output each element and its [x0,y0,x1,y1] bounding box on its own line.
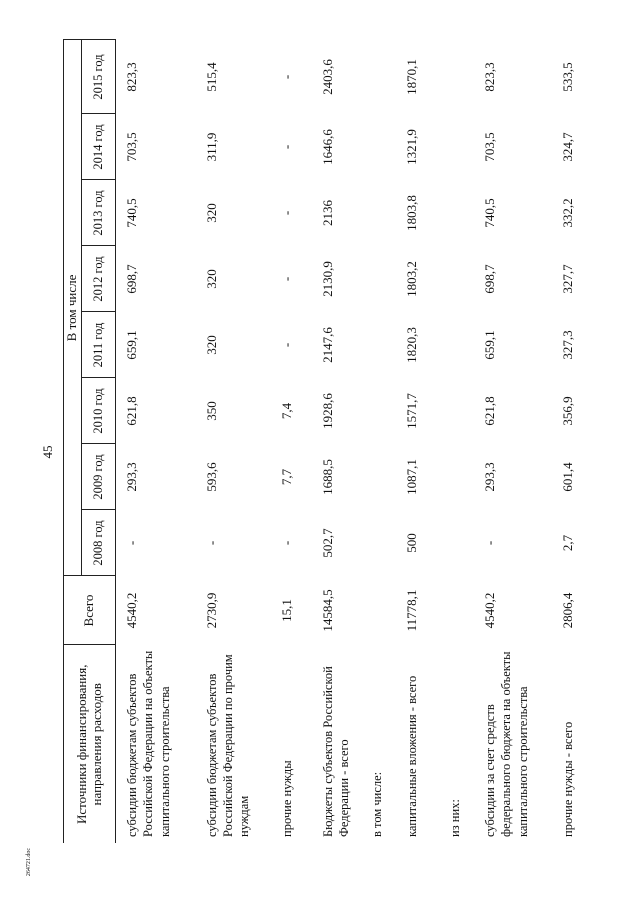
year-value-cell [361,40,397,114]
year-value-cell [439,312,475,378]
year-value-cell: 2130,9 [319,261,335,297]
header-source: Источники финансирования, направления расходов [64,645,116,843]
table-row [552,40,619,843]
year-value-cell [361,378,397,444]
row-label: прочие нужды - всего [561,721,576,837]
year-value-cell: - [279,74,295,80]
year-value-cell: 703,5 [124,132,139,162]
year-value-cell: 533,5 [560,62,576,92]
year-value-cell: 621,8 [482,396,498,426]
year-value-cell: 698,7 [124,264,139,294]
row-label: субсидии за счет средств федерального бюджета на объекты капитального строительства [483,651,530,837]
year-value-cell: 593,6 [203,462,219,492]
row-total: 11778,1 [404,589,420,632]
year-value-cell: 356,9 [560,396,576,426]
year-value-cell: 7,7 [279,468,295,486]
year-value-cell: 2403,6 [319,59,335,95]
row-label: субсидии бюджетам субъектов Российской Федерации на объекты капитального строительства [125,650,172,837]
table-row [439,40,475,843]
year-value-cell: 823,3 [124,62,139,92]
row-label: капитальные вложения - всего [405,675,420,837]
header-total: Всего [64,576,116,645]
year-value-cell: 740,5 [482,198,498,228]
header-year: 2014 год [82,114,116,180]
year-value-cell: 2147,6 [319,327,335,363]
year-value-cell: 327,3 [560,330,576,360]
header-year: 2008 год [82,510,116,576]
page-number: 45 [40,445,55,459]
row-label: из них: [447,799,462,837]
year-value-cell: 293,3 [482,462,498,492]
year-value-cell: 1928,6 [319,393,335,429]
row-total: 15,1 [279,599,295,622]
year-value-cell: - [203,540,219,546]
year-value-cell: - [279,276,295,282]
table-row [361,40,397,843]
year-value-cell: 1646,6 [319,129,335,165]
row-label: субсидии бюджетам субъектов Российской Федерации по прочим нуждам [204,654,252,837]
year-value-cell [361,180,397,246]
year-value-cell: 1870,1 [404,59,420,95]
header-including: В том числе [64,40,82,576]
year-value-cell: 515,4 [203,62,219,92]
year-value-cell: 1321,9 [404,129,420,165]
year-value-cell: 320 [203,335,219,355]
table-row [312,40,361,843]
year-value-cell: 1688,5 [319,459,335,495]
year-value-cell [361,510,397,576]
year-value-cell [361,246,397,312]
year-value-cell: - [482,540,498,546]
year-value-cell [439,114,475,180]
year-value-cell: 500 [404,533,420,553]
year-value-cell: 1820,3 [404,327,420,363]
row-label: в том числе: [369,771,384,837]
year-value-cell: 311,9 [203,132,219,162]
year-value-cell: 1803,2 [404,261,420,297]
year-value-cell [439,444,475,510]
year-value-cell [439,378,475,444]
table-row [116,40,196,843]
year-value-cell: 7,4 [279,402,295,420]
year-value-cell: 332,2 [560,198,576,228]
financing-table [63,39,619,843]
year-value-cell: 1803,8 [404,195,420,231]
header-year: 2010 год [82,378,116,444]
year-value-cell: 823,3 [482,62,498,92]
year-value-cell: 698,7 [482,264,498,294]
rotated-table-container [63,40,619,843]
row-total [439,576,475,645]
table-row [196,40,272,843]
year-value-cell: 293,3 [124,462,139,492]
year-value-cell: 601,4 [560,462,576,492]
year-value-cell: 324,7 [560,132,576,162]
year-value-cell: 320 [203,203,219,223]
year-value-cell: 320 [203,269,219,289]
year-value-cell: 659,1 [124,330,139,360]
header-year: 2015 год [82,40,116,114]
row-total [361,576,397,645]
year-value-cell [361,444,397,510]
row-total: 4540,2 [124,592,139,629]
year-value-cell [439,180,475,246]
year-value-cell [439,510,475,576]
year-value-cell [439,40,475,114]
year-value-cell: 740,5 [124,198,139,228]
document-id: 264721.doc [26,847,32,877]
table-row [271,40,311,843]
year-value-cell: - [279,342,295,348]
year-value-cell: - [124,540,139,546]
year-value-cell: 659,1 [482,330,498,360]
year-value-cell: 350 [203,401,219,421]
table-row [474,40,552,843]
year-value-cell: 1087,1 [404,459,420,495]
table-row [396,40,438,843]
year-value-cell [361,114,397,180]
header-year: 2012 год [82,246,116,312]
row-total: 2730,9 [203,592,219,629]
row-total: 14584,5 [319,589,335,632]
year-value-cell [361,312,397,378]
year-value-cell: 621,8 [124,396,139,426]
year-value-cell: - [279,210,295,216]
header-year: 2013 год [82,180,116,246]
row-label: Бюджеты субъектов Российской Федерации - всего [320,666,351,837]
header-year: 2011 год [82,312,116,378]
row-total: 4540,2 [482,592,498,629]
year-value-cell [439,246,475,312]
year-value-cell: - [279,144,295,150]
year-value-cell: - [279,540,295,546]
table-body [116,40,620,843]
row-label: прочие нужды [280,760,295,837]
year-value-cell: 2136 [319,200,335,226]
year-value-cell: 1571,7 [404,393,420,429]
year-value-cell: 2,7 [560,534,576,552]
year-value-cell: 703,5 [482,132,498,162]
year-value-cell: 502,7 [319,528,335,558]
header-year: 2009 год [82,444,116,510]
year-value-cell: 327,7 [560,264,576,294]
row-total: 2806,4 [560,592,576,629]
